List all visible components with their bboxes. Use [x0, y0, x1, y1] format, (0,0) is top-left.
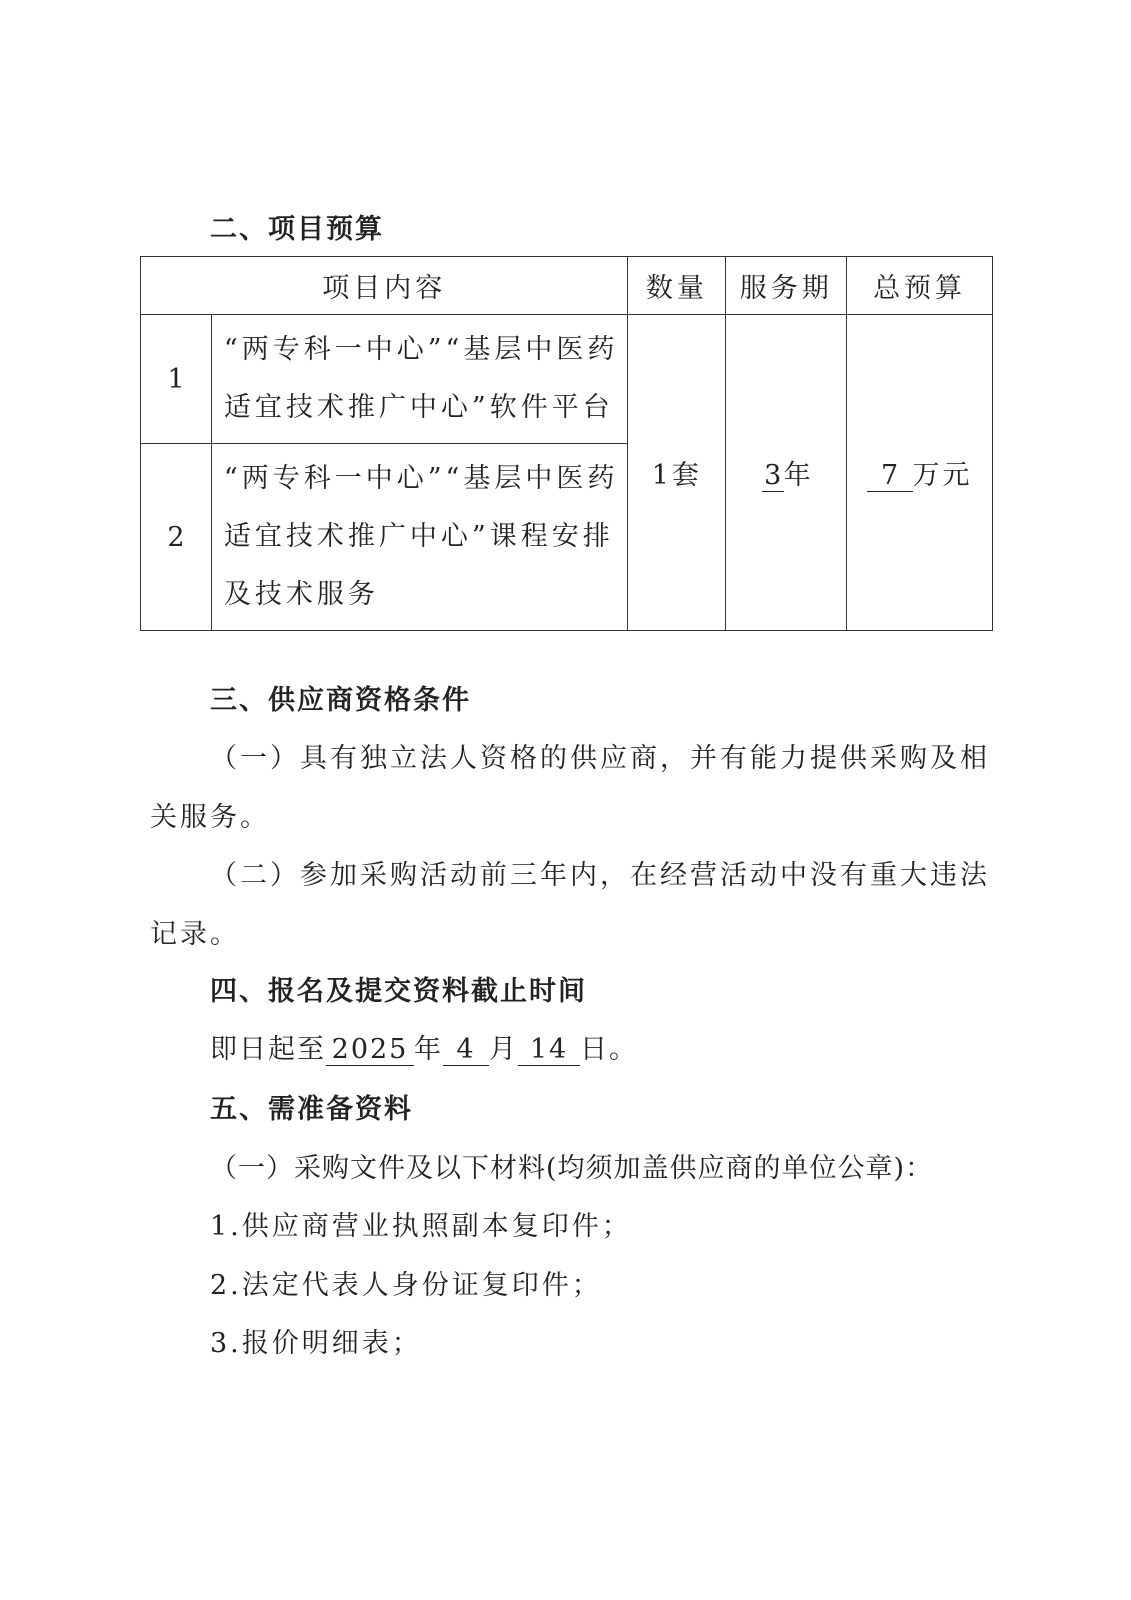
- quantity-cell: 1套: [628, 315, 726, 631]
- service-period-cell: [726, 315, 847, 631]
- content-line: “两专科一中心”“基层中医药: [223, 463, 619, 494]
- table-row: [141, 315, 993, 444]
- table-header-row: [141, 257, 993, 315]
- row-content: [211, 315, 628, 444]
- deadline-text: [210, 1027, 638, 1066]
- header-total-budget: 总预算: [847, 257, 993, 315]
- section-heading-materials: 五、需准备资料: [210, 1094, 413, 1125]
- budget-unit: 万元: [912, 460, 973, 491]
- row-number: 2: [141, 444, 212, 631]
- header-quantity: 数量: [628, 257, 726, 315]
- list-item: 3.报价明细表；: [210, 1328, 422, 1359]
- deadline-year: 2025: [326, 1035, 414, 1066]
- budget-value: 7: [867, 461, 913, 492]
- content-line: “两专科一中心”“基层中医药: [223, 334, 619, 365]
- deadline-prefix: 即日起至: [210, 1034, 326, 1065]
- deadline-month-label: 月: [489, 1034, 518, 1065]
- header-service-period: 服务期: [726, 257, 847, 315]
- deadline-day: 14: [518, 1035, 580, 1066]
- section-heading-budget: 二、项目预算: [210, 214, 384, 245]
- row-number: 1: [141, 315, 212, 444]
- deadline-day-label: 日。: [580, 1034, 638, 1065]
- header-content: 项目内容: [141, 257, 628, 315]
- service-unit: 年: [783, 460, 811, 491]
- content-line: 及技术服务: [223, 579, 379, 610]
- section-heading-deadline: 四、报名及提交资料截止时间: [210, 976, 587, 1007]
- content-line: 适宜技术推广中心”课程安排: [223, 521, 614, 552]
- content-line: 适宜技术推广中心”软件平台: [223, 392, 614, 423]
- qualification-item-1-line-2: 关服务。: [150, 802, 270, 833]
- section-heading-qualification: 三、供应商资格条件: [210, 685, 471, 716]
- deadline-month: 4: [443, 1035, 489, 1066]
- materials-item-1: （一）采购文件及以下材料(均须加盖供应商的单位公章)：: [210, 1153, 934, 1184]
- row-content: [211, 444, 628, 631]
- qualification-item-2-line-2: 记录。: [150, 919, 240, 950]
- deadline-year-label: 年: [414, 1034, 443, 1065]
- list-item: 1.供应商营业执照副本复印件；: [210, 1211, 632, 1242]
- budget-table: [140, 256, 993, 631]
- list-item: 2.法定代表人身份证复印件；: [210, 1270, 602, 1301]
- qualification-item-2-line-1: （二）参加采购活动前三年内，在经营活动中没有重大违法: [210, 860, 990, 891]
- budget-cell: [847, 315, 993, 631]
- qualification-item-1-line-1: （一）具有独立法人资格的供应商，并有能力提供采购及相: [210, 743, 990, 774]
- service-years: 3: [762, 461, 784, 492]
